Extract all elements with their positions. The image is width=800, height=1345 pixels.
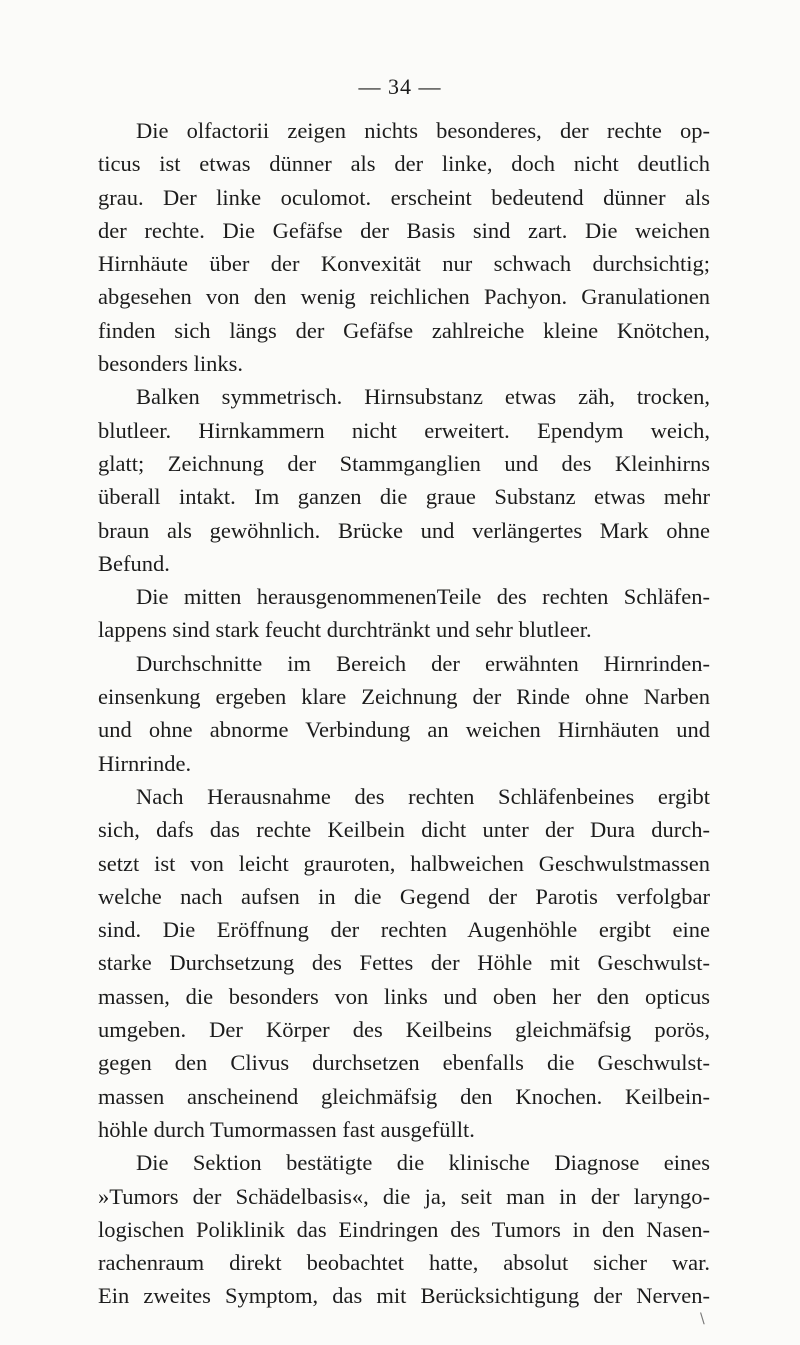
text-line: lappens sind stark feucht durchtränkt und sehr blutleer. <box>98 617 592 643</box>
text-line: und ohne abnorme Verbindung an weichen Hirnhäuten und <box>98 717 710 743</box>
text-line: Die olfactorii zeigen nichts besonderes, der rechte op- <box>136 118 710 143</box>
text-line: finden sich längs der Gefäfse zahlreiche kleine Knötchen, <box>98 317 710 343</box>
text-line: Hirnhäute über der Konvexität nur schwach durchsichtig; <box>98 251 710 277</box>
corner-mark: \ <box>700 1311 705 1327</box>
text-line: starke Durchsetzung des Fettes der Höhle mit Geschwulst- <box>98 950 710 976</box>
text-line: ticus ist etwas dünner als der linke, doch nicht deutlich <box>98 151 710 177</box>
text-line: Nach Herausnahme des rechten Schläfenbeines ergibt <box>136 783 710 809</box>
text-line: der rechte. Die Gefäfse der Basis sind zart. Die weichen <box>98 217 710 243</box>
text-line: überall intakt. Im ganzen die graue Substanz etwas mehr <box>98 484 710 510</box>
text-line: glatt; Zeichnung der Stammganglien und des Kleinhirns <box>98 450 710 476</box>
body-text <box>98 114 710 1313</box>
text-line: höhle durch Tumormassen fast ausgefüllt. <box>98 1116 475 1142</box>
text-line: welche nach aufsen in die Gegend der Parotis verfolgbar <box>98 883 710 909</box>
text-line: braun als gewöhnlich. Brücke und verlängertes Mark ohne <box>98 517 710 543</box>
text-line: blutleer. Hirnkammern nicht erweitert. Ependym weich, <box>98 417 710 443</box>
text-line: massen, die besonders von links und oben her den opticus <box>98 983 710 1009</box>
text-line: rachenraum direkt beobachtet hatte, absolut sicher war. <box>98 1250 710 1276</box>
text-line: Befund. <box>98 550 170 576</box>
page-number-header: — 34 — <box>358 74 442 99</box>
text-line: abgesehen von den wenig reichlichen Pachyon. Granulationen <box>98 284 710 310</box>
text-line: massen anscheinend gleichmäfsig den Knochen. Keilbein- <box>98 1083 710 1109</box>
text-line: grau. Der linke oculomot. erscheint bedeutend dünner als <box>98 184 710 210</box>
text-line: Die mitten herausgenommenenTeile des rechten Schläfen- <box>136 584 710 610</box>
text-line: umgeben. Der Körper des Keilbeins gleichmäfsig porös, <box>98 1017 710 1043</box>
text-line: besonders links. <box>98 351 243 377</box>
text-line: »Tumors der Schädelbasis«, die ja, seit man in der laryngo- <box>98 1183 710 1209</box>
text-line: einsenkung ergeben klare Zeichnung der Rinde ohne Narben <box>98 684 710 710</box>
text-line: Hirnrinde. <box>98 750 192 776</box>
text-line: Durchschnitte im Bereich der erwähnten Hirnrinden- <box>136 650 710 676</box>
text-line: sich, dafs das rechte Keilbein dicht unter der Dura durch- <box>98 817 710 843</box>
text-line: Die Sektion bestätigte die klinische Diagnose eines <box>136 1150 710 1176</box>
text-line: Ein zweites Symptom, das mit Berücksichtigung der Nerven- <box>98 1283 710 1309</box>
text-line: sind. Die Eröffnung der rechten Augenhöhle ergibt eine <box>98 917 710 943</box>
text-line: gegen den Clivus durchsetzen ebenfalls die Geschwulst- <box>98 1050 710 1076</box>
text-line: setzt ist von leicht grauroten, halbweichen Geschwulstmassen <box>98 850 710 876</box>
text-line: logischen Poliklinik das Eindringen des Tumors in den Nasen- <box>98 1216 710 1242</box>
text-line: Balken symmetrisch. Hirnsubstanz etwas zäh, trocken, <box>136 384 710 410</box>
